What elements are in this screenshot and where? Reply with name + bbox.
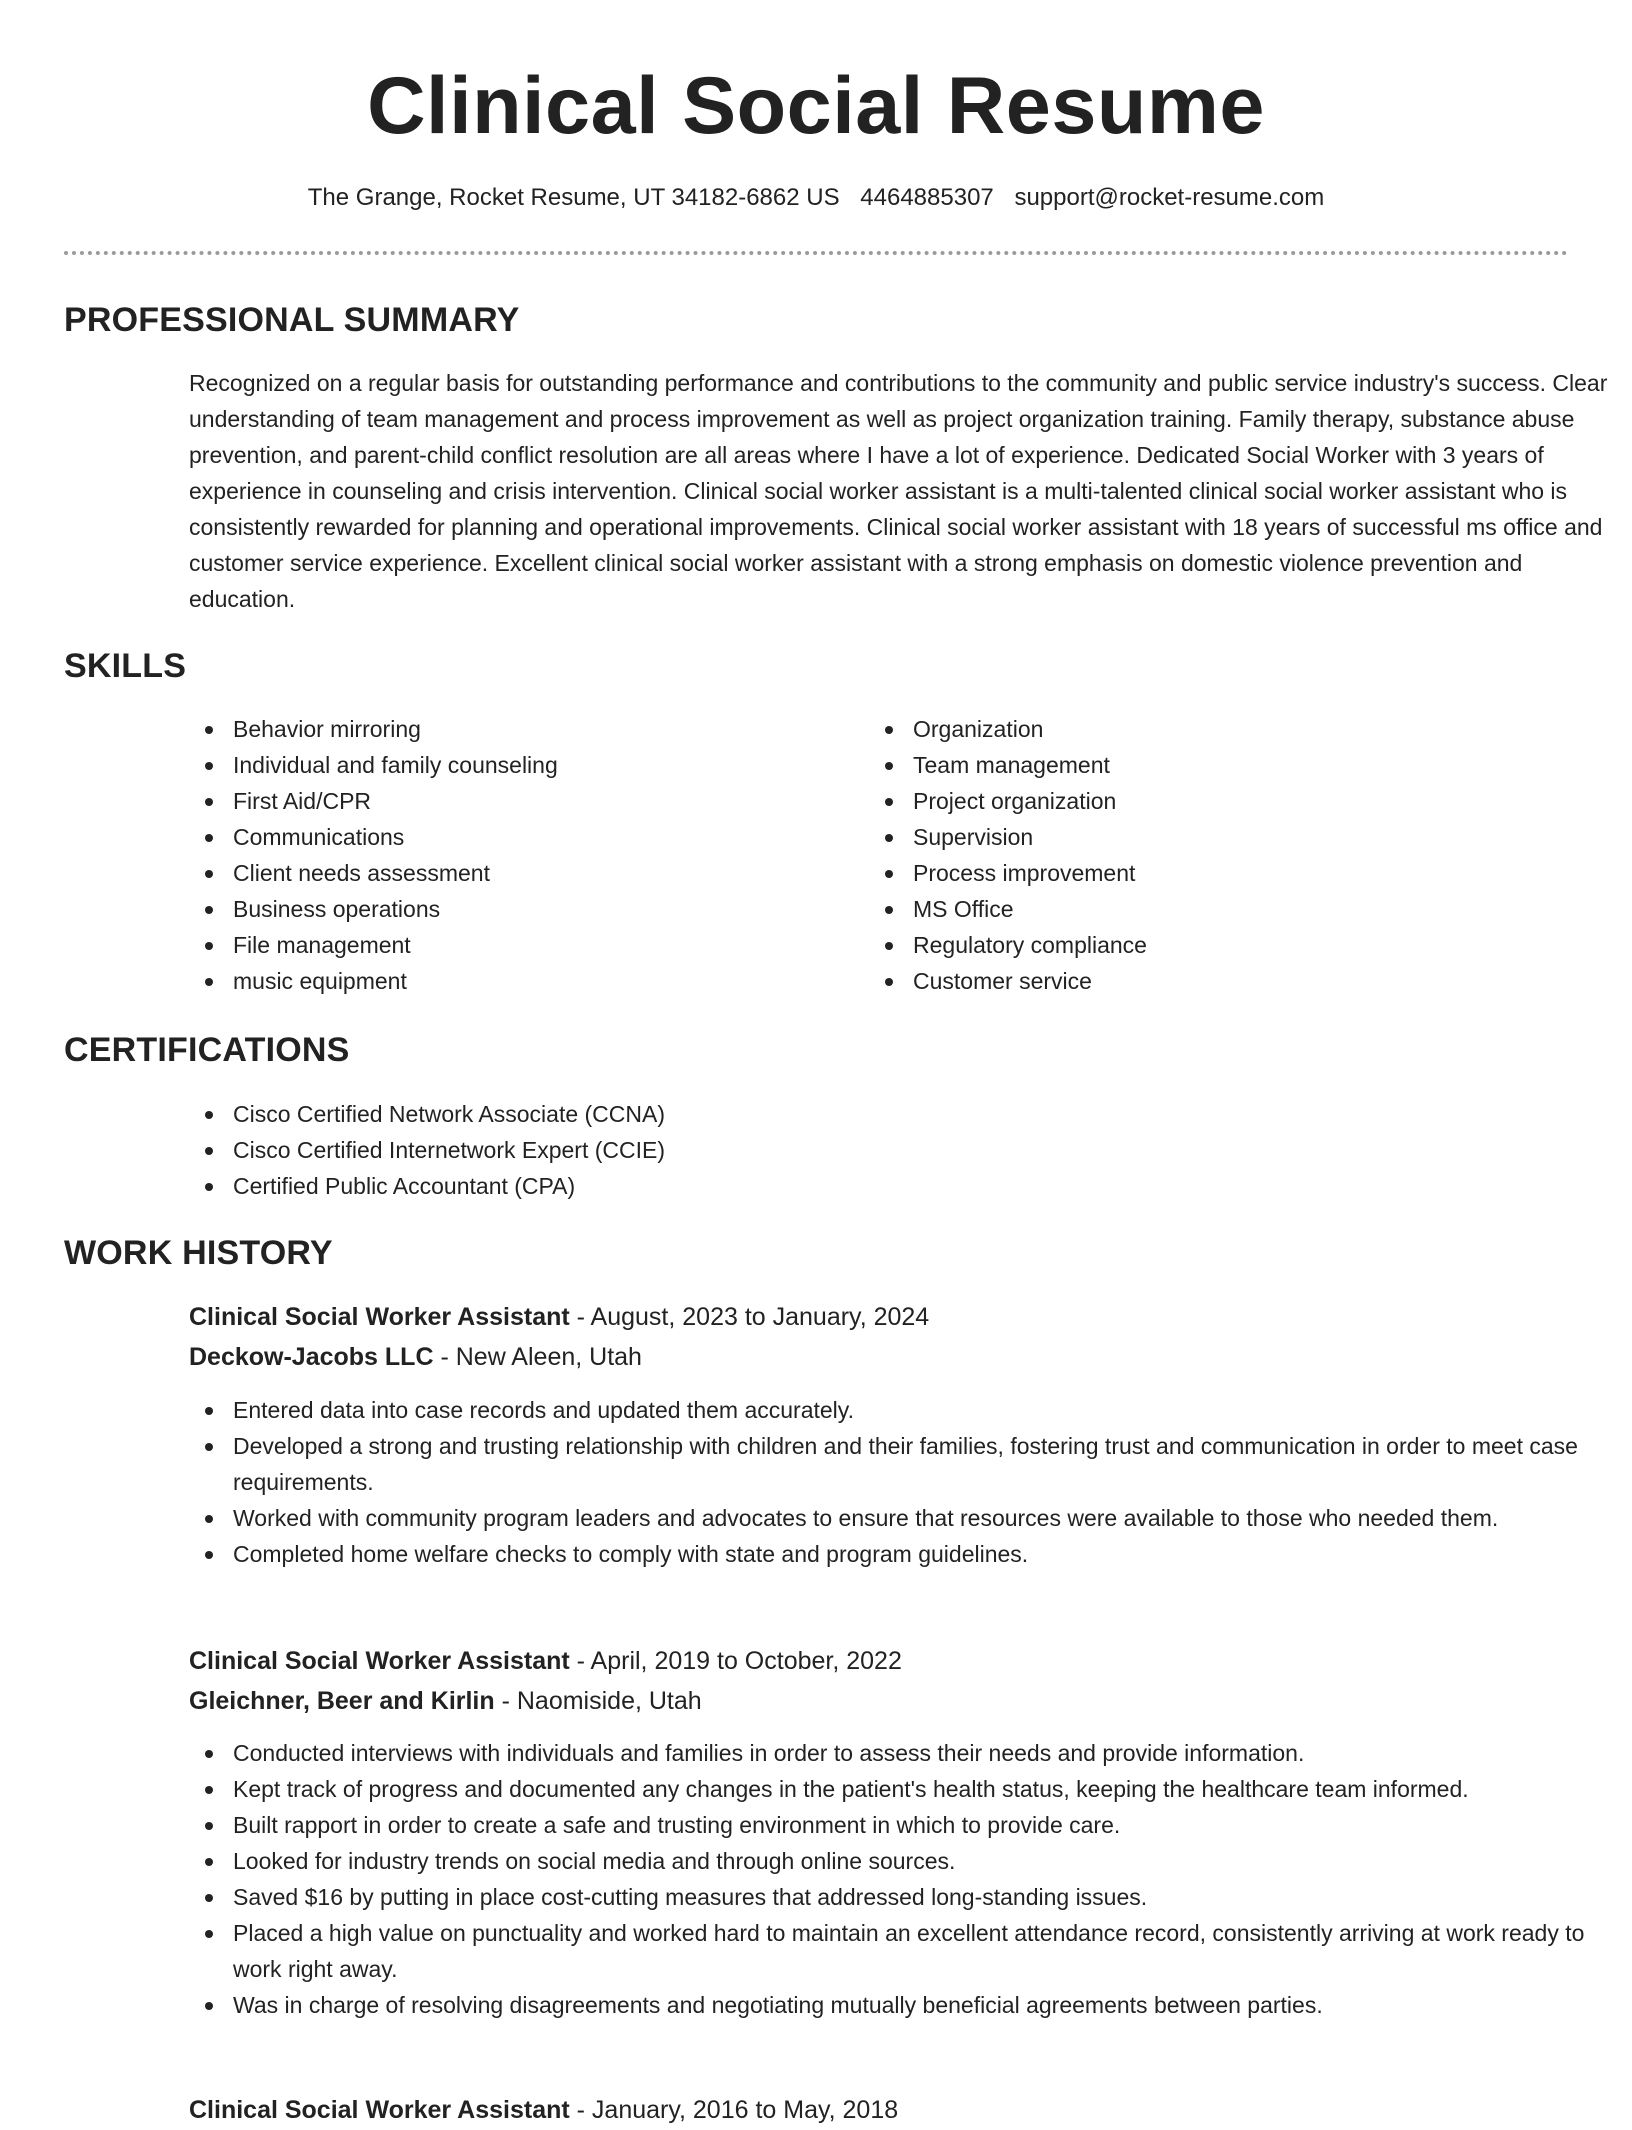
contact-email: support@rocket-resume.com	[1014, 184, 1325, 211]
certification-item: Cisco Certified Internetwork Expert (CCIE)	[189, 1132, 1489, 1168]
header-divider	[64, 251, 1568, 255]
skill-item: Client needs assessment	[189, 855, 789, 891]
skills-list-left	[189, 711, 789, 999]
job-title-line	[189, 1641, 902, 1681]
work-history-heading: WORK HISTORY	[64, 1234, 333, 1272]
job-role: Clinical Social Worker Assistant	[189, 2096, 570, 2124]
job-company-line	[189, 1681, 702, 1721]
skill-item: Customer service	[869, 963, 1469, 999]
job-bullet: Kept track of progress and documented any changes in the patient's health status, keeping the healthcare team informed.	[189, 1771, 1629, 1807]
job-role: Clinical Social Worker Assistant	[189, 1303, 570, 1331]
job-bullet: Saved $16 by putting in place cost-cutting measures that addressed long-standing issues.	[189, 1879, 1629, 1915]
job-role: Clinical Social Worker Assistant	[189, 1647, 570, 1675]
skill-item: Individual and family counseling	[189, 747, 789, 783]
job-title-line	[189, 2090, 898, 2130]
job-location: - Naomiside, Utah	[494, 1687, 702, 1715]
certifications-heading: CERTIFICATIONS	[64, 1031, 350, 1069]
skill-item: MS Office	[869, 891, 1469, 927]
skill-item: Organization	[869, 711, 1469, 747]
resume-name: Clinical Social Resume	[367, 61, 1265, 151]
job-bullet: Entered data into case records and updated them accurately.	[189, 1392, 1629, 1428]
skill-item: Behavior mirroring	[189, 711, 789, 747]
job-title-line	[189, 1297, 929, 1337]
skills-heading: SKILLS	[64, 647, 187, 685]
resume-page	[64, 0, 1608, 2124]
job-bullet: Conducted interviews with individuals and families in order to assess their needs and provide information.	[189, 1735, 1629, 1771]
contact-phone: 4464885307	[860, 184, 994, 211]
certifications-list	[189, 1096, 1489, 1204]
job-bullet: Developed a strong and trusting relationship with children and their families, fostering trust and communication in order to meet case requirements.	[189, 1428, 1629, 1500]
certification-item: Cisco Certified Network Associate (CCNA)	[189, 1096, 1489, 1132]
skill-item: Business operations	[189, 891, 789, 927]
job-bullets	[189, 1392, 1629, 1572]
certification-item: Certified Public Accountant (CPA)	[189, 1168, 1489, 1204]
contact-line	[64, 183, 1568, 213]
job-bullet: Looked for industry trends on social media and through online sources.	[189, 1843, 1629, 1879]
skill-item: Project organization	[869, 783, 1469, 819]
skills-list-right	[869, 711, 1469, 999]
job-company: Gleichner, Beer and Kirlin	[189, 1687, 495, 1715]
skill-item: First Aid/CPR	[189, 783, 789, 819]
job-company: Deckow-Jacobs LLC	[189, 1343, 434, 1371]
job-location: - New Aleen, Utah	[433, 1343, 642, 1371]
skill-item: Team management	[869, 747, 1469, 783]
skill-item: Supervision	[869, 819, 1469, 855]
job-bullet: Placed a high value on punctuality and worked hard to maintain an excellent attendance record, consistently arriving at work ready to work right away.	[189, 1915, 1629, 1987]
skill-item: music equipment	[189, 963, 789, 999]
job-bullet: Worked with community program leaders and advocates to ensure that resources were available to those who needed them.	[189, 1500, 1629, 1536]
job-bullet: Was in charge of resolving disagreements and negotiating mutually beneficial agreements between parties.	[189, 1987, 1629, 2023]
skill-item: Process improvement	[869, 855, 1469, 891]
job-dates: - January, 2016 to May, 2018	[569, 2096, 899, 2124]
job-bullets	[189, 1735, 1629, 2023]
skill-item: Communications	[189, 819, 789, 855]
summary-text: Recognized on a regular basis for outstanding performance and contributions to the community and public service industry's success. Clear understanding of team management and process improvement as well as project organization training. Family therapy, substance abuse prevention, and parent-child conflict resolution are all areas where I have a lot of experience. Dedicated Social Worker with 3 years of experience in counseling and crisis intervention. Clinical social worker assistant is a multi-talented clinical social worker assistant who is consistently rewarded for planning and operational improvements. Clinical social worker assistant with 18 years of successful ms office and customer service experience. Excellent clinical social worker assistant with a strong emphasis on domestic violence prevention and education.	[189, 370, 1608, 612]
contact-address: The Grange, Rocket Resume, UT 34182-6862 US	[307, 184, 840, 211]
skill-item: Regulatory compliance	[869, 927, 1469, 963]
job-bullet: Completed home welfare checks to comply with state and program guidelines.	[189, 1536, 1629, 1572]
job-bullet: Built rapport in order to create a safe and trusting environment in which to provide care.	[189, 1807, 1629, 1843]
job-company-line	[189, 1337, 642, 1377]
summary-heading: PROFESSIONAL SUMMARY	[64, 301, 520, 339]
job-dates: - August, 2023 to January, 2024	[569, 1303, 930, 1331]
skill-item: File management	[189, 927, 789, 963]
job-dates: - April, 2019 to October, 2022	[569, 1647, 902, 1675]
